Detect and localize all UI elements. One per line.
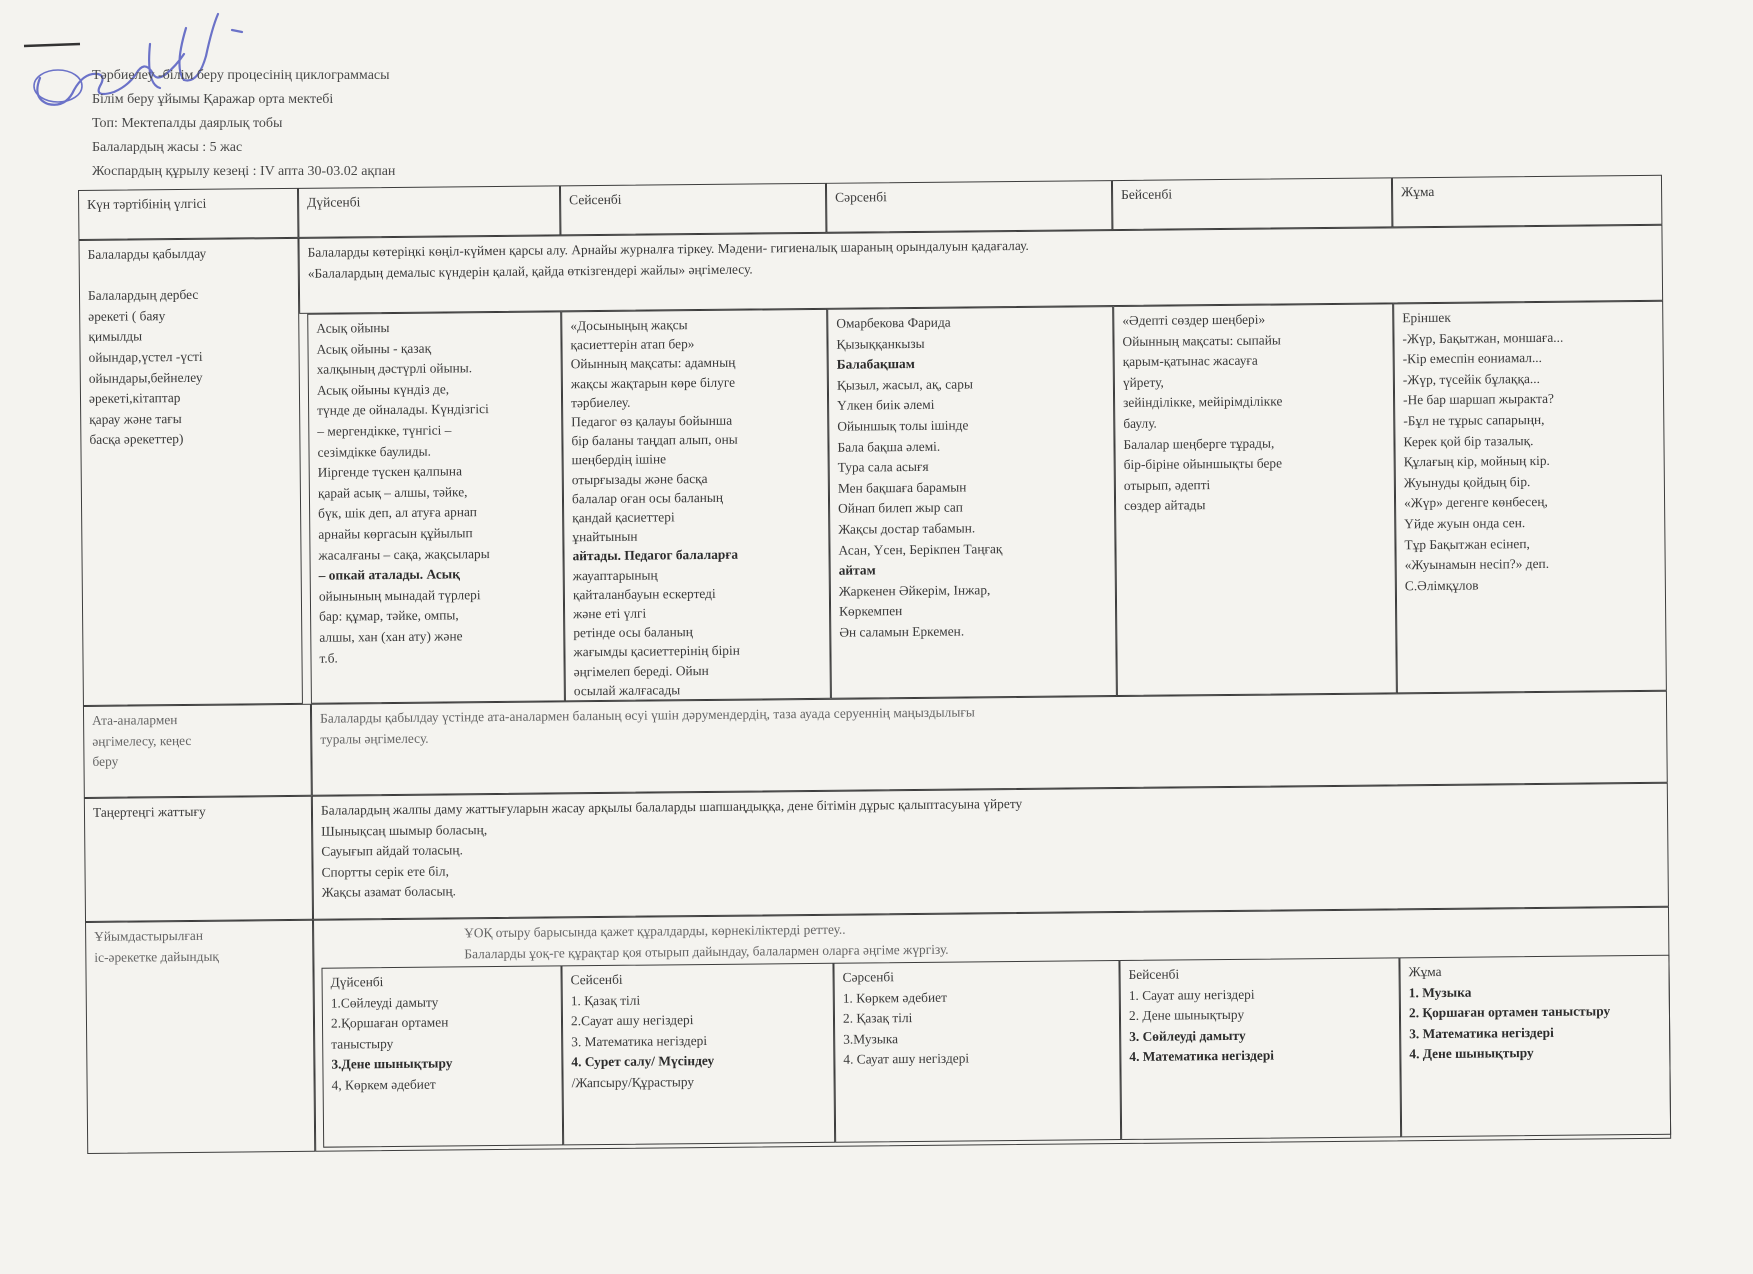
prep-label-cell: Ұйымдастырылған іс-әрекетке дайындық bbox=[85, 920, 315, 1154]
activity-tuesday: «Досыныңың жақсы қасиеттерін атап бер» Ойынның мақсаты: адамның жақсы жақтарын көре білуге тәрбиелеу. Педагог өз қалауы бойынша бір баланы таңдап алып, оны шеңбердің ішіне отырғызады және басқа балалар оған осы баланың қандай қасиеттері ұнайтынын айтады. Педагог балаларға жауаптарының қайталанбауын ескертеді және еті үлгі ретінде осы баланың жағымды қасиеттерінің бірін әңгімелеп береді. Ойын осылай жалғасады bbox=[561, 309, 831, 702]
header-cell-thursday: Бейсенбі bbox=[1112, 177, 1392, 230]
header-cell-wednesday: Сәрсенбі bbox=[826, 180, 1112, 233]
parents-text-cell: Балаларды қабылдау үстінде ата-аналармен баланың өсуі үшін дәрумендердің, таза ауада серуеннің маңыздылығы туралы әңгімелесу. bbox=[311, 691, 1668, 796]
header-group: Топ: Мектепалды даярлық тобы bbox=[92, 116, 283, 131]
reception-label-cell: Балаларды қабылдау Балалардың дербес әрекеті ( баяу қимылды ойындар,үстел -үсті ойындары,бейнелеу әрекеті,кітаптар қарау және тағы басқа әрекеттер) bbox=[78, 238, 302, 706]
activity-wednesday: Омарбекова Фарида Қызыққанкызы Балабақшам Қызыл, жасыл, ақ, сары Үлкен биік әлемі Ойыншық толы ішінде Бала бақша әлемі. Тура сала асығя Мен бақшаға барамын Ойнап билеп жыр сап Жақсы достар табамын. Асан, Үсен, Берікпен Таңғақ айтам Жаркенен Әйкерім, Інжар, Көркемпен Ән саламын Еркемен. bbox=[827, 306, 1117, 699]
activity-thursday: «Әдепті сөздер шеңбері» Ойынның мақсаты: сыпайы қарым-қатынас жасауға үйрету, зейінділікке, мейірімділікке баулу. Балалар шеңберге тұрады, бір-біріне ойыншықты бере отырып, әдепті сөздер айтады bbox=[1113, 303, 1397, 696]
prep-thursday: Бейсенбі 1. Сауат ашу негіздері 2. Дене шынықтыру 3. Сөйлеуді дамыту 4. Математика негіздері bbox=[1119, 957, 1401, 1140]
exercise-label-cell: Таңертеңгі жаттығу bbox=[84, 796, 313, 922]
reception-common-cell: Балаларды көтеріңкі көңіл-күймен қарсы алу. Арнайы журналға тіркеу. Мәдени- гигиеналық шараның орындалуын қадағалау. «Балалардың демалыс күндерін қалай, қайда өткізгендері жайлы» әңгімелесу. bbox=[298, 225, 1663, 314]
header-age: Балалардың жасы : 5 жас bbox=[92, 140, 243, 155]
header-cell-tuesday: Сейсенбі bbox=[560, 183, 826, 236]
prep-monday: Дүйсенбі 1.Сөйлеуді дамыту 2.Қоршаған ортамен таныстыру 3.Дене шынықтыру 4, Көркем әдебиет bbox=[321, 965, 563, 1147]
document-header bbox=[92, 64, 395, 184]
header-school: Білім беру ұйымы Қаражар орта мектебі bbox=[92, 92, 334, 107]
exercise-text-cell: Балалардың жалпы даму жаттығуларын жасау арқылы балаларды шапшаңдыққа, дене бітімін дұрыс қалыптасуына үйрету Шынықсаң шымыр боласың, Сауығып айдай толасың. Спортты серік ете біл, Жақсы азамат боласың. bbox=[312, 783, 1669, 920]
prep-wednesday: Сәрсенбі 1. Көркем әдебиет 2. Қазақ тілі 3.Музыка 4. Сауат ашу негіздері bbox=[833, 960, 1121, 1143]
activity-friday: Еріншек -Жүр, Бақытжан, моншаға... -Кір емеспін еониамал... -Жүр, түсейік бұлаққа... -Не бар шаршап жыракта? -Бұл не тұрыс сапарыңн, Керек қой бір тазалық. Құлағың кір, мойның кір. Жуынуды қойдың бір. «Жүр» дегенге көнбесең, Үйде жуын онда сен. Тұр Бақытжан есінеп, «Жуынамын несіп?» деп. С.Әлімқұлов bbox=[1393, 301, 1667, 694]
header-cell-friday: Жұма bbox=[1392, 175, 1662, 228]
header-title: Тәрбиелеу -білім беру процесінің циклограммасы bbox=[92, 68, 390, 83]
header-period: Жоспардың құрылу кезеңі : IV апта 30-03.02 ақпан bbox=[92, 164, 396, 179]
prep-tuesday: Сейсенбі 1. Қазақ тілі 2.Сауат ашу негіздері 3. Математика негіздері 4. Сурет салу/ Мүсіндеу /Жапсыру/Құрастыру bbox=[561, 963, 835, 1146]
prep-friday: Жұма 1. Музыка 2. Қоршаған ортамен таныстыру 3. Математика негіздері 4. Дене шынықтыру bbox=[1399, 955, 1671, 1138]
parents-label-cell: Ата-аналармен әңгімелесу, кеңес беру bbox=[83, 704, 312, 798]
prep-text-cell: ҰОҚ отыру барысында қажет құралдарды, көрнекіліктерді реттеу.. Балаларды ұоқ-ге құрақтар қоя отырып дайындау, балалармен оларға әңгіме жүргізу. bbox=[313, 907, 1671, 1152]
header-cell-monday: Дүйсенбі bbox=[298, 185, 560, 238]
activity-monday: Асық ойыны Асық ойыны - қазақ халқының дәстүрлі ойыны. Асық ойыны күндіз де, түнде де ойналады. Күндізгісі – мергендікке, түнгісі – сезімдікке баулиды. Иіргенде түскен қалпына қарай асық – алшы, тәйке, бүк, шік деп, ал атуға арнап арнайы көргасын құйылып жасалғаны – сақа, жақсылары – опкай аталады. Асық ойынының мынадай түрлері бар: құмар, тәйке, омпы, алшы, хан (хан ату) және т.б. bbox=[307, 311, 565, 703]
cyclogram-table bbox=[78, 175, 1698, 1228]
header-cell-schedule: Күн тәртібінің үлгісі bbox=[78, 188, 298, 240]
